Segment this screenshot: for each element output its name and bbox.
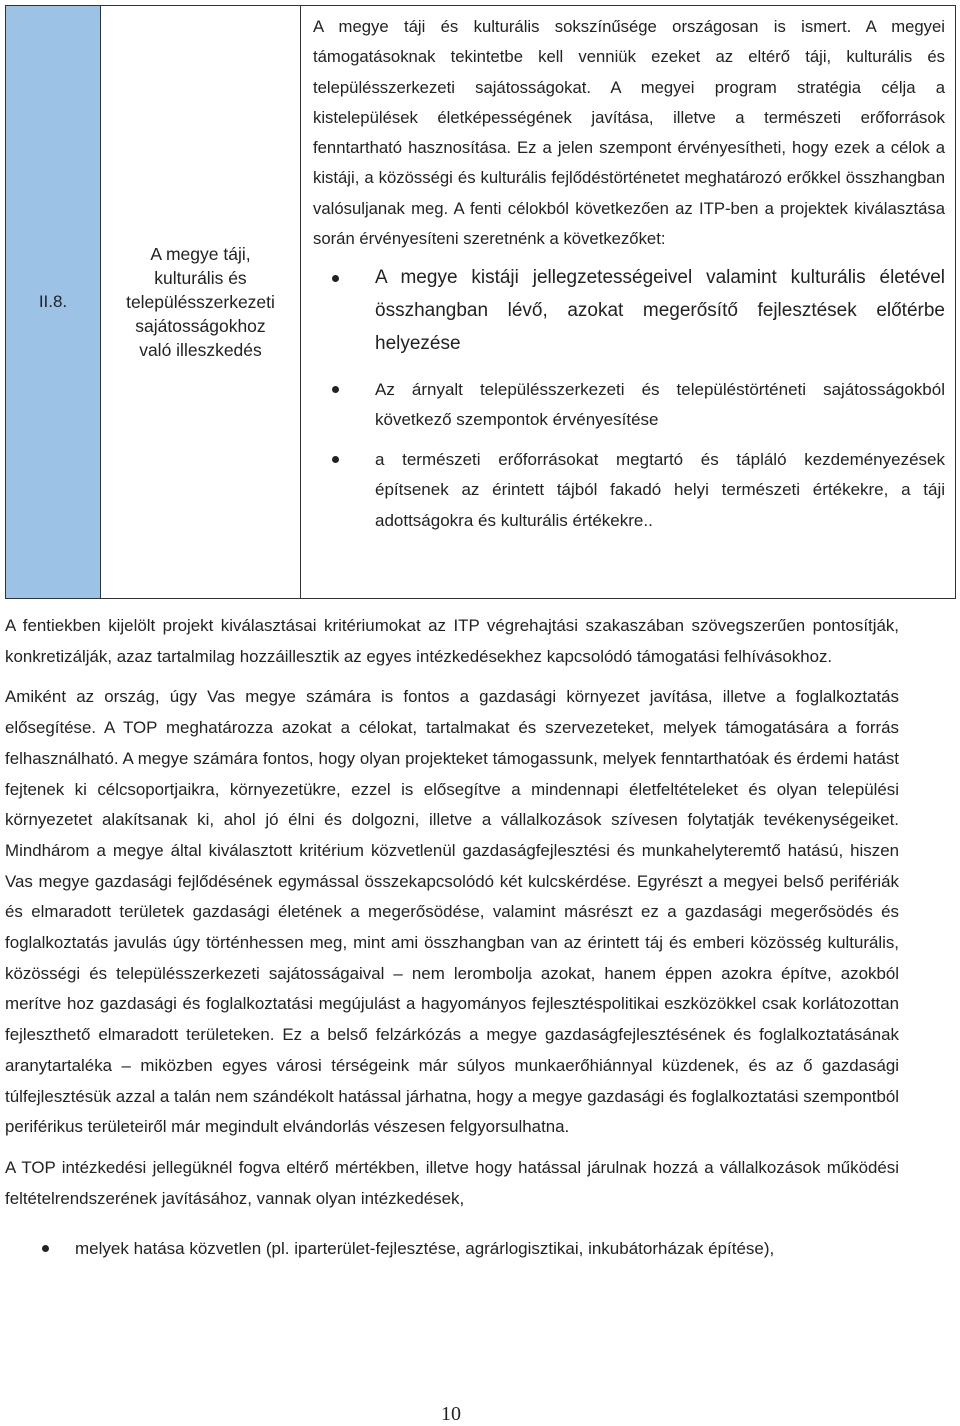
bottom-bullet-text: melyek hatása közvetlen (pl. iparterület-fejlesztése, agrárlogisztikai, inkubátorházak építése),	[75, 1239, 775, 1259]
criterion-bullet-list	[313, 262, 945, 536]
table-number-cell	[6, 6, 101, 598]
table-title-cell	[101, 6, 301, 598]
criterion-title	[126, 242, 275, 362]
criterion-title-line: kulturális és	[154, 268, 247, 288]
table-description-cell	[301, 6, 955, 598]
page-number: 10	[441, 1403, 461, 1425]
criterion-title-line: A megye táji,	[150, 244, 251, 264]
criterion-bullet-item	[313, 445, 945, 537]
criterion-title-line: való illeszkedés	[139, 340, 262, 360]
bullet-icon	[332, 275, 339, 282]
criterion-intro-paragraph: A megye táji és kulturális sokszínűsége országosan is ismert. A megyei támogatásoknak tekintetbe kell venniük ezeket az eltérő táji, kulturális és településszerkezeti sajátosságokat. A megyei program stratégia célja a kistelepülések életképességének javítása, illetve a természeti erőforrások fenntartható hasznosítása. Ez a jelen szempont érvényesítheti, hogy ezek a célok a kistáji, a közösségi és kulturális fejlődéstörténetet meghatározó erőkkel összhangban valósuljanak meg. A fenti célokból következően az ITP-ben a projektek kiválasztása során érvényesíteni szeretnénk a következőket:	[313, 17, 945, 249]
bullet-icon	[332, 456, 339, 463]
criterion-title-line: településszerkezeti	[126, 292, 275, 312]
criterion-title-line: sajátosságokhoz	[135, 316, 266, 336]
criterion-number: II.8.	[38, 292, 68, 311]
bottom-bullet-item	[5, 1234, 899, 1264]
criterion-bullet-text: a természeti erőforrásokat megtartó és tápláló kezdeményezések építsenek az érintett tájból fakadó helyi természeti értékekre, a táji adottságokra és kulturális értékekre..	[375, 449, 945, 530]
criteria-table	[5, 5, 956, 599]
criterion-bullet-text: Az árnyalt településszerkezeti és településtörténeti sajátosságokból következő szempontok érvényesítése	[375, 379, 945, 430]
criterion-bullet-item	[313, 375, 945, 436]
bullet-icon	[332, 386, 339, 393]
bottom-bullet-list	[5, 1234, 899, 1264]
criterion-bullet-text: A megye kistáji jellegzetességeivel valamint kulturális életével összhangban lévő, azokat megerősítő fejlesztések előtérbe helyezése	[375, 267, 945, 354]
body-paragraph: A fentiekben kijelölt projekt kiválasztásai kritériumokat az ITP végrehajtási szakaszában szövegszerűen pontosítják, konkretizálják, azaz tartalmilag hozzáillesztik az egyes intézkedésekhez kapcsolódó támogatási felhívásokhoz.	[5, 616, 899, 666]
document-body	[5, 611, 899, 1264]
bullet-icon	[42, 1245, 49, 1252]
body-paragraph: Amiként az ország, úgy Vas megye számára is fontos a gazdasági környezet javítása, illetve a foglalkoztatás elősegítése. A TOP meghatározza azokat a célokat, tartalmakat és szervezeteket, melyek támogatására a forrás felhasználható. A megye számára fontos, hogy olyan projekteket támogassunk, melyek fenntarthatóak és érdemi hatást fejtenek ki célcsoportjaikra, környezetükre, ezzel is elősegítve a mindennapi életfeltételeket és olyan települési környezetet alakítsanak ki, ahol jó élni és dolgozni, illetve a vállalkozások szívesen folytatják tevékenységeiket. Mindhárom a megye által kiválasztott kritérium közvetlenül gazdaságfejlesztési és munkahelyteremtő hatású, hiszen Vas megye gazdasági fejlődésének egymással összekapcsolódó két kulcskérdése. Egyrészt a megyei belső perifériák és elmaradott területek gazdasági életének a megerősödése, valamint másrészt ez a gazdasági megerősödés és foglalkoztatás javulás úgy történhessen meg, mint ami összhangban van az érintett táj és emberi közösség kulturális, közösségi és településszerkezeti sajátosságaival – nem lerombolja azokat, hanem éppen azokra építve, azokból merítve hoz gazdasági és foglalkoztatási megújulást a hagyományos fejlesztéspolitikai eszközökkel csak korlátozottan fejleszthető elmaradott területeken. Ez a belső felzárkózás a megye gazdaságfejlesztésének és foglalkoztatásának aranytartaléka – miközben egyes városi térségeink már súlyos munkaerőhiánnyal küzdenek, és az ő gazdasági túlfejlesztésük azzal a talán nem szándékolt hatással járhatna, hogy a megye gazdasági és foglalkoztatási szempontból periférikus területeiről már megindult elvándorlás vészesen felgyorsulhatna.	[5, 687, 899, 1137]
criterion-bullet-item	[313, 262, 945, 360]
body-paragraph: A TOP intézkedési jellegüknél fogva eltérő mértékben, illetve hogy hatással járulnak hozzá a vállalkozások működési feltételrendszerének javításához, vannak olyan intézkedések,	[5, 1157, 899, 1208]
